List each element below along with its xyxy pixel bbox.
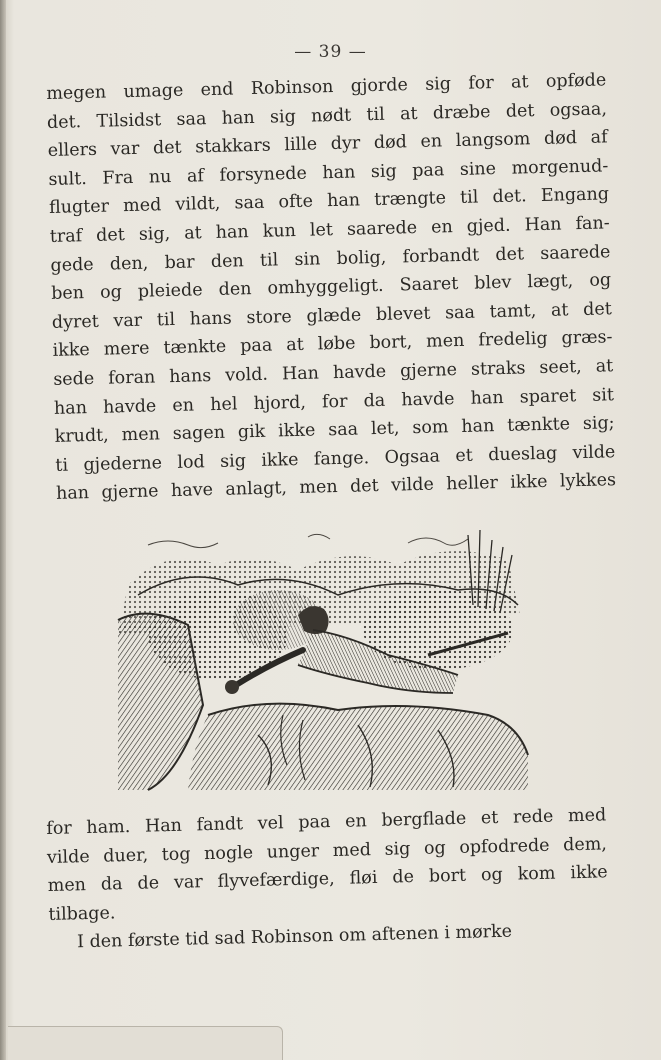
text-line: traf det sig, at han kun let saarede en gjed. Han fan- — [49, 213, 610, 247]
text-line: krudt, men sagen gik ikke saa let, som han tænkte sig; — [54, 413, 615, 448]
engraving-robinson-on-cliff — [108, 525, 540, 793]
text-line: vilde duer, tog nogle unger med sig og opfodrede dem, — [46, 833, 608, 868]
page-number: — 39 — — [294, 42, 367, 62]
text-line: flugter med vildt, saa ofte han trængte til det. Engang — [48, 184, 610, 219]
text-line: tilbage. — [48, 903, 116, 925]
text-line: ikke mere tænkte paa at løbe bort, men fredelig græs- — [52, 327, 613, 362]
text-line: sult. Fra nu af forsynede han sig paa sine morgenud- — [48, 156, 609, 190]
text-line: ti gjederne lod sig ikke fange. Ogsaa et dueslag vilde — [55, 441, 616, 476]
paragraph-top — [46, 66, 616, 508]
text-line: dyret var til hans store glæde blevet saa tamt, at det — [51, 298, 613, 333]
paragraph-bottom — [46, 801, 609, 958]
text-line: megen umage end Robinson gjorde sig for at opføde — [46, 70, 607, 104]
text-line: ellers var det stakkars lille dyr død en langsom død af — [47, 127, 608, 162]
text-line: han gjerne have anlagt, men det vilde heller ikke lykkes — [55, 470, 617, 505]
text-line: for ham. Han fandt vel paa en bergflade et rede med — [46, 805, 607, 839]
text-line: sede foran hans vold. Han havde gjerne straks seet, at — [53, 356, 614, 390]
text-line: gede den, bar den til sin bolig, forbandt det saarede — [50, 241, 611, 276]
engraving-illustration — [108, 525, 540, 793]
text-line: det. Tilsidst saa han sig nødt til at dræbe det ogsaa, — [46, 98, 608, 133]
next-page-edge — [8, 1026, 283, 1060]
page-binding-edge — [0, 0, 6, 1060]
text-line: han havde en hel hjord, for da havde han sparet sit — [53, 384, 615, 419]
text-line: ben og pleiede den omhyggeligt. Saaret blev lægt, og — [50, 270, 612, 305]
text-line: men da de var flyvefærdige, fløi de bort og kom ikke — [47, 862, 608, 897]
paragraph-next-first-line: I den første tid sad Robinson om aftenen i mørke — [76, 922, 513, 953]
